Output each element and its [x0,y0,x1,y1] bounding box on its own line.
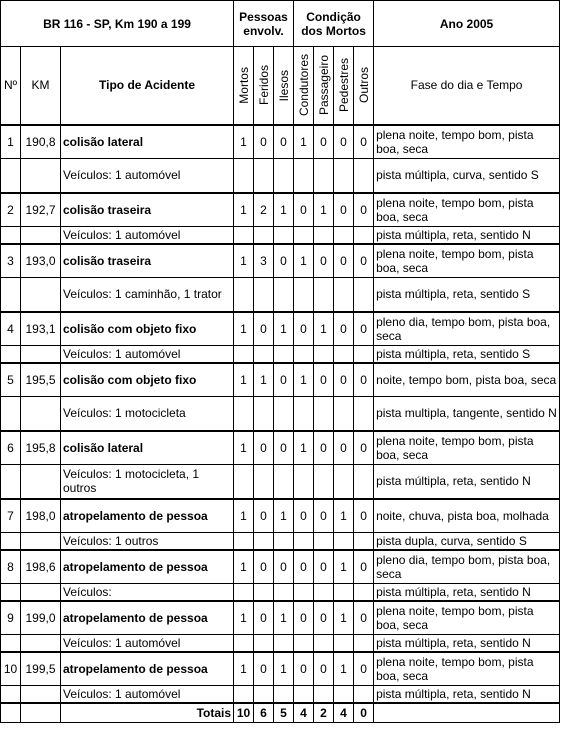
col-pedestres-label: Pedestres [336,58,351,113]
row-km: 199,5 [21,652,61,686]
row-ilesos: 0 [274,125,294,159]
row-ilesos: 0 [274,244,294,278]
col-passageiro [314,47,334,125]
row-passageiro: 1 [314,193,334,227]
row-num: 4 [1,312,21,346]
route-title: BR 116 - SP, Km 190 a 199 [1,1,234,47]
row-mortos: 1 [234,550,254,584]
row-pedestres: 0 [334,244,354,278]
row-fase: plena noite, tempo bom, pista boa, seca [374,125,560,159]
col-passageiro-label: Passageiro [316,55,331,116]
row-tipo: colisão com objeto fixo [61,363,234,397]
row-tipo: colisão lateral [61,125,234,159]
row-outros: 0 [354,652,374,686]
row-condutores: 0 [294,499,314,533]
row-pedestres: 1 [334,652,354,686]
row-fase: pleno dia, tempo bom, pista boa, seca [374,550,560,584]
table-subrow [1,227,560,244]
row-fase: plena noite, tempo bom, pista boa, seca [374,431,560,465]
row-tipo: colisão com objeto fixo [61,312,234,346]
row-feridos: 1 [254,363,274,397]
row-pista: pista múltipla, reta, sentido N [374,584,560,601]
row-km: 198,0 [21,499,61,533]
row-fase: plena noite, tempo bom, pista boa, seca [374,244,560,278]
row-mortos: 1 [234,499,254,533]
row-pedestres: 0 [334,125,354,159]
col-num: Nº [1,47,21,125]
row-ilesos: 0 [274,363,294,397]
row-num: 1 [1,125,21,159]
table-row [1,244,560,278]
col-mortos-label: Mortos [236,66,251,104]
row-condutores: 0 [294,312,314,346]
table-row [1,312,560,346]
row-mortos: 1 [234,431,254,465]
row-fase: noite, chuva, pista boa, molhada [374,499,560,533]
table-row [1,601,560,635]
row-km: 193,0 [21,244,61,278]
row-passageiro: 0 [314,431,334,465]
row-pista: pista multipla, tangente, sentido N [374,397,560,431]
total-mortos: 10 [234,703,254,723]
row-pista: pista múltipla, reta, sentido N [374,635,560,652]
totals-label: Totais [61,703,234,723]
col-feridos [254,47,274,125]
row-tipo: atropelamento de pessoa [61,601,234,635]
row-feridos: 3 [254,244,274,278]
row-feridos: 0 [254,125,274,159]
col-feridos-label: Feridos [256,65,271,106]
table-subrow [1,584,560,601]
row-outros: 0 [354,125,374,159]
row-tipo: colisão traseira [61,193,234,227]
col-km: KM [21,47,61,125]
row-num: 9 [1,601,21,635]
table-subrow [1,686,560,703]
condition-group-header: Condição dos Mortos [294,1,374,47]
row-outros: 0 [354,550,374,584]
row-passageiro: 0 [314,363,334,397]
col-condutores [294,47,314,125]
col-ilesos [274,47,294,125]
row-pedestres: 0 [334,363,354,397]
row-condutores: 0 [294,193,314,227]
col-pedestres [334,47,354,125]
row-passageiro: 0 [314,652,334,686]
table-row [1,431,560,465]
row-km: 190,8 [21,125,61,159]
row-pedestres: 0 [334,431,354,465]
row-km: 195,5 [21,363,61,397]
row-pista: pista múltipla, reta, sentido N [374,686,560,703]
row-ilesos: 1 [274,312,294,346]
row-ilesos: 0 [274,550,294,584]
col-outros-label: Outros [356,67,371,104]
row-ilesos: 0 [274,431,294,465]
row-num: 10 [1,652,21,686]
table-subrow [1,397,560,431]
row-pista: pista múltipla, reta, sentido S [374,278,560,312]
row-tipo: atropelamento de pessoa [61,652,234,686]
row-condutores: 1 [294,244,314,278]
row-km: 192,7 [21,193,61,227]
row-passageiro: 0 [314,601,334,635]
row-veiculos: Veículos: 1 outros [61,533,234,550]
row-outros: 0 [354,363,374,397]
row-pedestres: 1 [334,601,354,635]
row-fase: plena noite, tempo bom, pista boa, seca [374,652,560,686]
row-feridos: 0 [254,431,274,465]
table-subrow [1,278,560,312]
row-km: 193,1 [21,312,61,346]
row-outros: 0 [354,244,374,278]
row-veiculos: Veículos: 1 motocicleta [61,397,234,431]
row-fase: pleno dia, tempo bom, pista boa, seca [374,312,560,346]
row-condutores: 1 [294,363,314,397]
row-pista: pista múltipla, reta, sentido N [374,227,560,244]
row-tipo: colisão traseira [61,244,234,278]
row-passageiro: 0 [314,244,334,278]
row-outros: 0 [354,193,374,227]
row-km: 198,6 [21,550,61,584]
total-pedestres: 4 [334,703,354,723]
row-passageiro: 0 [314,499,334,533]
col-tipo: Tipo de Acidente [61,47,234,125]
table-row [1,499,560,533]
row-outros: 0 [354,601,374,635]
col-mortos [234,47,254,125]
row-num: 2 [1,193,21,227]
row-condutores: 1 [294,431,314,465]
row-veiculos: Veículos: 1 caminhão, 1 trator [61,278,234,312]
row-outros: 0 [354,499,374,533]
row-tipo: colisão lateral [61,431,234,465]
row-mortos: 1 [234,601,254,635]
row-veiculos: Veículos: 1 automóvel [61,159,234,193]
col-fase: Fase do dia e Tempo [374,47,560,125]
row-fase: plena noite, tempo bom, pista boa, seca [374,193,560,227]
row-num: 5 [1,363,21,397]
col-ilesos-label: Ilesos [276,69,291,101]
row-passageiro: 0 [314,550,334,584]
row-outros: 0 [354,312,374,346]
row-ilesos: 1 [274,193,294,227]
total-feridos: 6 [254,703,274,723]
row-pista: pista múltipla, reta, sentido N [374,465,560,499]
row-ilesos: 1 [274,652,294,686]
row-veiculos: Veículos: 1 motocicleta, 1 outros [61,465,234,499]
row-num: 7 [1,499,21,533]
row-feridos: 0 [254,652,274,686]
row-condutores: 0 [294,550,314,584]
row-feridos: 0 [254,601,274,635]
row-condutores: 1 [294,125,314,159]
table-row [1,193,560,227]
total-condutores: 4 [294,703,314,723]
table-subrow [1,346,560,363]
row-feridos: 0 [254,312,274,346]
row-tipo: atropelamento de pessoa [61,499,234,533]
row-pista: pista dupla, curva, sentido S [374,533,560,550]
row-veiculos: Veículos: [61,584,234,601]
row-veiculos: Veículos: 1 automóvel [61,635,234,652]
total-outros: 0 [354,703,374,723]
row-pedestres: 1 [334,550,354,584]
row-passageiro: 0 [314,125,334,159]
table-row [1,652,560,686]
row-km: 195,8 [21,431,61,465]
row-mortos: 1 [234,193,254,227]
row-pedestres: 0 [334,193,354,227]
row-mortos: 1 [234,312,254,346]
row-mortos: 1 [234,652,254,686]
row-pedestres: 1 [334,499,354,533]
table-row [1,125,560,159]
table-subrow [1,159,560,193]
row-fase: noite, tempo bom, pista boa, seca [374,363,560,397]
row-veiculos: Veículos: 1 automóvel [61,346,234,363]
total-passageiro: 2 [314,703,334,723]
row-ilesos: 1 [274,499,294,533]
row-condutores: 0 [294,601,314,635]
total-ilesos: 5 [274,703,294,723]
table-subrow [1,465,560,499]
row-feridos: 0 [254,550,274,584]
row-pedestres: 0 [334,312,354,346]
table-subrow [1,635,560,652]
col-condutores-label: Condutores [296,54,311,117]
row-num: 3 [1,244,21,278]
row-ilesos: 1 [274,601,294,635]
row-outros: 0 [354,431,374,465]
row-veiculos: Veículos: 1 automóvel [61,686,234,703]
row-feridos: 2 [254,193,274,227]
row-pista: pista múltipla, curva, sentido S [374,159,560,193]
row-mortos: 1 [234,125,254,159]
year-header: Ano 2005 [374,1,560,47]
row-mortos: 1 [234,363,254,397]
row-fase: plena noite, tempo bom, pista boa, seca [374,601,560,635]
row-num: 6 [1,431,21,465]
totals-row [1,703,560,723]
row-passageiro: 1 [314,312,334,346]
row-tipo: atropelamento de pessoa [61,550,234,584]
col-outros [354,47,374,125]
row-condutores: 0 [294,652,314,686]
row-km: 199,0 [21,601,61,635]
row-feridos: 0 [254,499,274,533]
row-num: 8 [1,550,21,584]
accident-rows [1,125,560,723]
people-group-header: Pessoas envolv. [234,1,294,47]
row-mortos: 1 [234,244,254,278]
row-pista: pista múltipla, reta, sentido S [374,346,560,363]
table-subrow [1,533,560,550]
row-veiculos: Veículos: 1 automóvel [61,227,234,244]
table-row [1,550,560,584]
table-row [1,363,560,397]
